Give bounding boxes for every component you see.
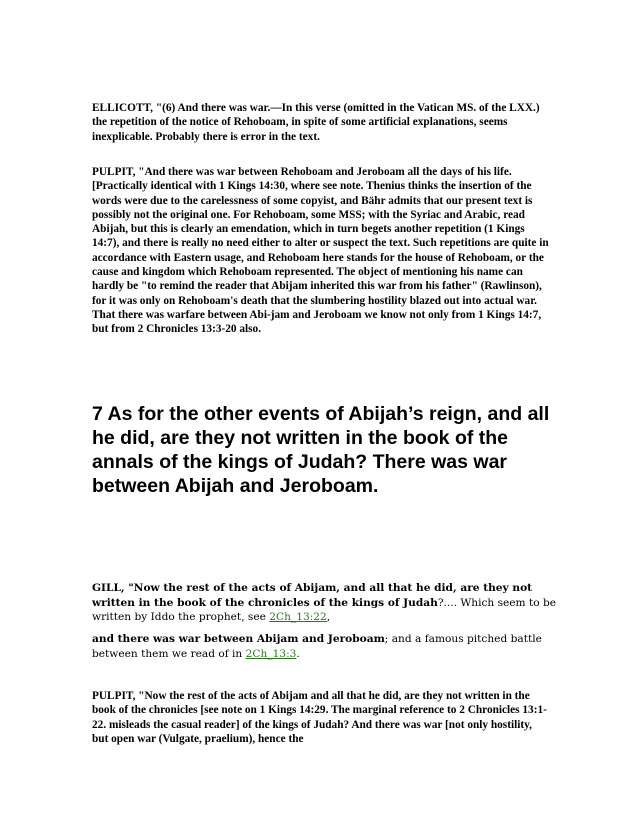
gill-text-2: ; and a famous pitched battle between them we read of in [92,633,542,660]
gill-text-1-end: , [326,611,331,624]
gill-commentary-2 [92,632,562,661]
scripture-link-2ch-13-22[interactable]: 2Ch_13:22 [269,611,327,624]
gill-text-2-end: . [296,647,300,660]
gill-text-1: ?.... Which seem to be written by Iddo the prophet, see [92,596,557,624]
gill-bold-text-2: and there was war between Abijam and Jeroboam [92,633,385,645]
gill-commentary-1 [92,581,562,625]
ellicott-commentary: ELLICOTT, "(6) And there was war.—In this verse (omitted in the Vatican MS. of the LXX.) the repetition of the notice of Rehoboam, in spite of some artificial explanations, seems inexplicable. Probably there is error in the text. [92,102,540,143]
scripture-link-2ch-13-3[interactable]: 2Ch_13:3 [245,647,297,660]
gill-bold-text-1: GILL, "Now the rest of the acts of Abijam, and all that he did, are they not written in the book of the chronicles of the kings of Judah [92,582,533,609]
verse-7-heading: 7 As for the other events of Abijah’s reign, and all he did, are they not written in the book of the annals of the kings of Judah? There was war between Abijah and Jeroboam. [92,403,550,497]
pulpit-commentary-1: PULPIT, "And there was war between Rehoboam and Jeroboam all the days of his life. [Practically identical with 1 Kings 14:30, where see note. Thenius thinks the insertion of the words were due to the carelessness of some copyist, and Bähr admits that our present text is possibly not the original one. For Rehoboam, some MSS; with the Syriac and Arabic, read Abijah, but this is clearly an emendation, which in turn begets another repetition (1 Kings 14:7), and there is really no need either to alter or suspect the text. Such repetitions are quite in accordance with Eastern usage, and Rehoboam here stands for the house of Rehoboam, or the cause and kingdom which Rehoboam represented. The object of mentioning his name can hardly be "to remind the reader that Abijam inherited this war from his father" (Rawlinson), for it was only on Rehoboam's death that the slumbering hostility blazed out into actual war. That there was warfare between Abi-jam and Jeroboam we know not only from 1 Kings 14:7, but from 2 Chronicles 13:3-20 also. [92,166,549,336]
pulpit-commentary-2: PULPIT, "Now the rest of the acts of Abijam and all that he did, are they not written in the book of the chronicles [see note on 1 Kings 14:29. The marginal reference to 2 Chronicles 13:1-22. misleads the casual reader] of the kings of Judah? And there was war [not only hostility, but open war (Vulgate, praelium), hence the [92,690,547,745]
